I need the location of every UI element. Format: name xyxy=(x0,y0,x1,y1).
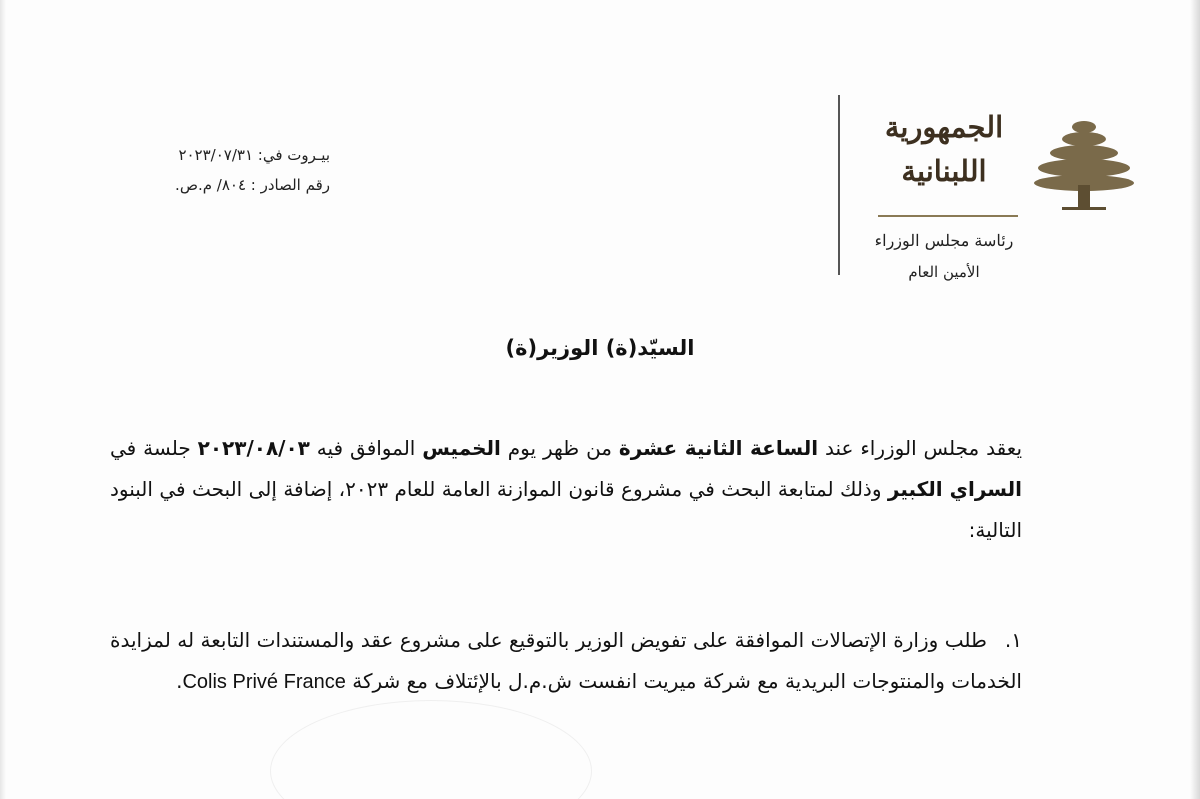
body-text: الموافق فيه xyxy=(309,436,423,460)
republic-title xyxy=(858,105,1030,193)
body-paragraph xyxy=(110,428,1022,551)
company-name: Colis Privé France xyxy=(182,671,346,693)
agenda-item-number: ١. xyxy=(1004,628,1022,652)
body-text: وذلك لمتابعة البحث في مشروع قانون الموازنة العامة للعام ٢٠٢٣، إضافة إلى البحث في البنود التالية: xyxy=(110,477,1022,542)
agenda-item-text: طلب وزارة الإتصالات الموافقة على تفويض الوزير بالتوقيع على مشروع عقد والمستندات التابعة له لمزايدة الخدمات والمنتوجات البريدية مع شركة ميريت انفست ش.م.ل بالإئتلاف مع شركة xyxy=(110,628,1022,693)
agenda-item-end: . xyxy=(176,669,183,693)
agenda-item xyxy=(110,620,1022,703)
meeting-place: السراي الكبير xyxy=(887,477,1023,501)
body-text: جلسة في xyxy=(110,436,198,460)
meeting-time: الساعة الثانية عشرة xyxy=(618,436,819,460)
date-reference-block xyxy=(120,140,330,200)
meeting-date: ٢٠٢٣/٠٨/٠٣ xyxy=(197,436,310,460)
date-line: بيـروت في: ٢٠٢٣/٠٧/٣١ xyxy=(178,146,330,164)
scan-edge-left xyxy=(0,0,6,799)
office-name: رئاسة مجلس الوزراء xyxy=(874,231,1014,250)
republic-title-line2: اللبنانية xyxy=(901,154,987,188)
letterhead-divider xyxy=(838,95,840,275)
title-rule xyxy=(878,215,1018,217)
scan-edge-right xyxy=(1190,0,1200,799)
faint-seal-watermark xyxy=(270,700,592,799)
addressee: السيّد(ة) الوزير(ة) xyxy=(505,336,695,360)
letterhead xyxy=(838,95,1148,285)
reference-line: رقم الصادر : ٨٠٤/ م.ص. xyxy=(175,176,330,194)
republic-title-line1: الجمهورية xyxy=(884,110,1004,144)
office-subtitle: الأمين العام xyxy=(908,263,980,281)
cedar-tree-icon xyxy=(1032,113,1136,213)
body-text: من ظهر يوم xyxy=(500,436,619,460)
meeting-day: الخميس xyxy=(422,436,501,460)
body-text: يعقد مجلس الوزراء عند xyxy=(818,436,1023,460)
